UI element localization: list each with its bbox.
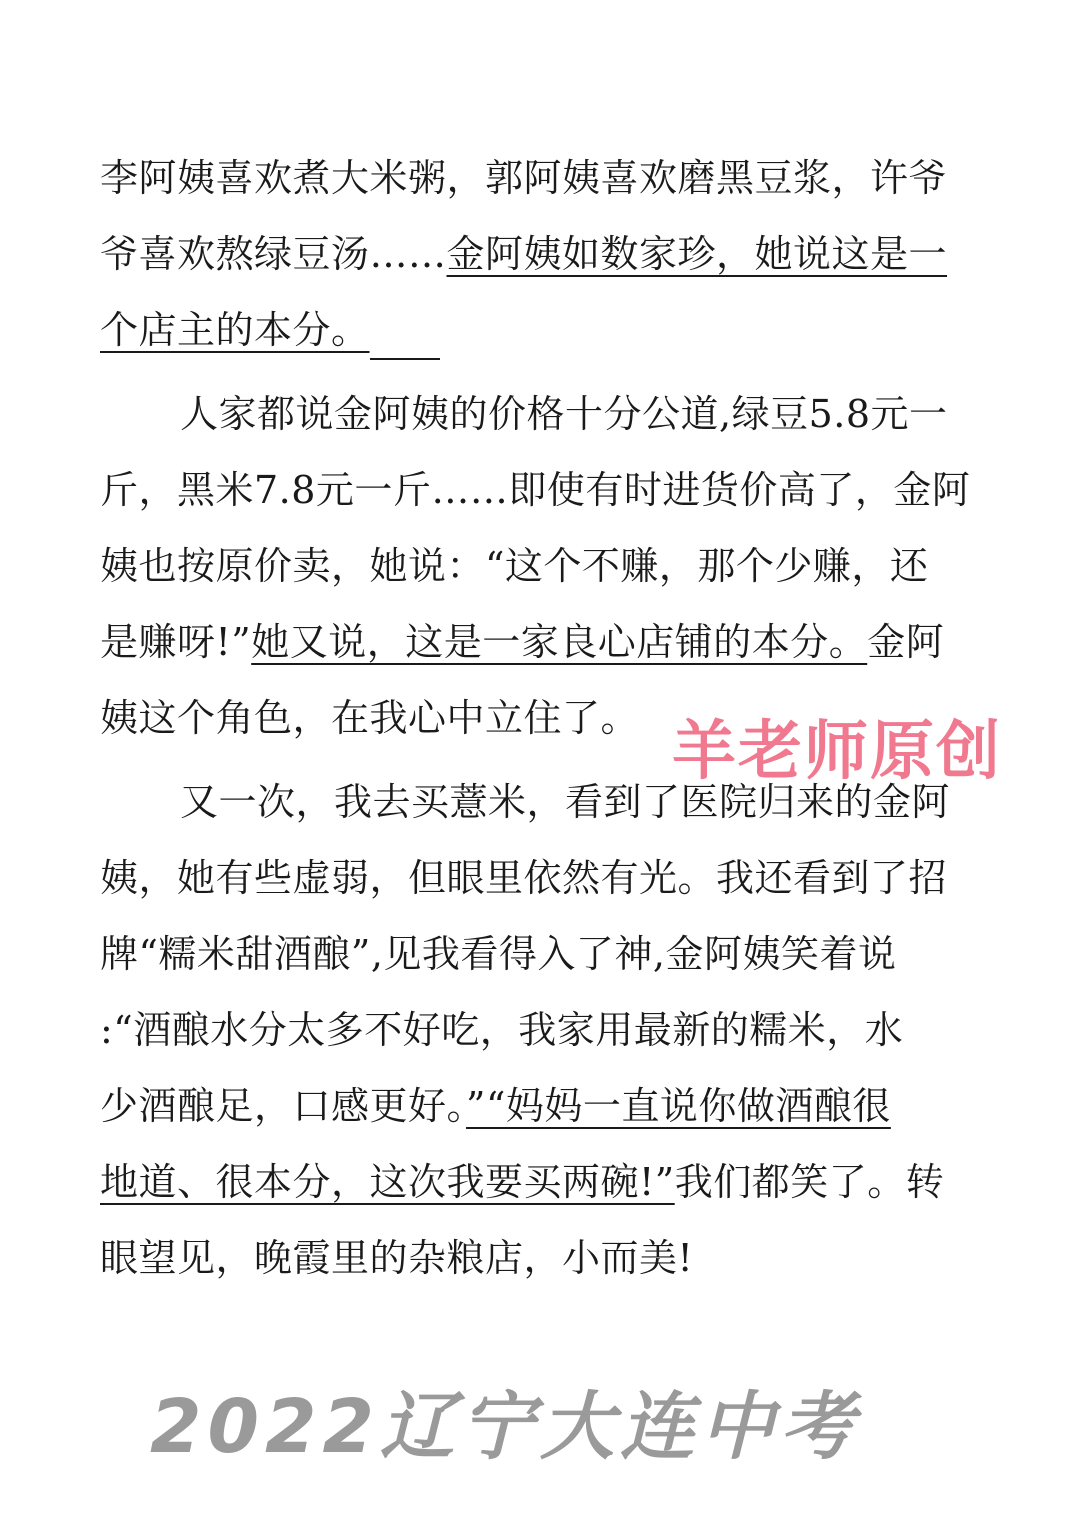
text-span: 姨，她有些虚弱，但眼里依然有光。我还看到了招 <box>100 856 948 900</box>
text-line <box>100 1144 980 1220</box>
text-span: 我们都笑了。转 <box>674 1160 945 1204</box>
text-line <box>100 140 980 216</box>
underlined-sentence: 金阿姨如数家珍，她说这是一 <box>446 232 948 276</box>
underline-extension <box>370 292 440 360</box>
text-span: 牌“糯米甜酒酿”,见我看得入了神,金阿姨笑着说 <box>100 932 897 976</box>
text-line <box>100 992 980 1068</box>
text-span: 又一次，我去买薏米，看到了医院归来的金阿 <box>180 780 951 824</box>
text-line <box>100 216 980 292</box>
text-span: 斤，黑米7.8元一斤……即使有时进货价高了，金阿 <box>100 468 971 512</box>
text-line <box>100 916 980 992</box>
text-span: 眼望见，晚霞里的杂粮店，小而美! <box>100 1236 694 1280</box>
text-span: :“酒酿水分太多不好吃，我家用最新的糯米，水 <box>100 1008 904 1052</box>
text-line <box>100 292 980 368</box>
text-line <box>100 604 980 680</box>
text-line <box>100 1220 980 1296</box>
exam-title: 2022辽宁大连中考 <box>150 1384 860 1470</box>
watermark-label: 羊老师原创 <box>672 715 1002 789</box>
underlined-sentence: ”“妈妈一直说你做酒酿很 <box>466 1084 891 1128</box>
text-line <box>100 840 980 916</box>
text-line <box>100 452 980 528</box>
text-span: 金阿 <box>867 620 945 664</box>
underlined-sentence: 她又说，这是一家良心店铺的本分。 <box>251 620 868 664</box>
text-line <box>100 376 980 452</box>
text-line <box>100 528 980 604</box>
text-span: 姨也按原价卖，她说：“这个不赚，那个少赚，还 <box>100 544 929 588</box>
underlined-sentence: 个店主的本分。 <box>100 308 370 352</box>
underlined-sentence: 地道、很本分，这次我要买两碗!” <box>100 1160 675 1204</box>
text-span: 爷喜欢熬绿豆汤…… <box>100 232 447 276</box>
paragraph-gap <box>100 368 980 376</box>
text-span: 姨这个角色，在我心中立住了。 <box>100 696 640 740</box>
text-span: 少酒酿足，口感更好。 <box>100 1084 467 1128</box>
text-span: 是赚呀!” <box>100 620 252 664</box>
text-line <box>100 1068 980 1144</box>
text-span: 李阿姨喜欢煮大米粥，郭阿姨喜欢磨黑豆浆，许爷 <box>100 156 948 200</box>
text-span: 人家都说金阿姨的价格十分公道,绿豆5.8元一 <box>180 392 948 436</box>
